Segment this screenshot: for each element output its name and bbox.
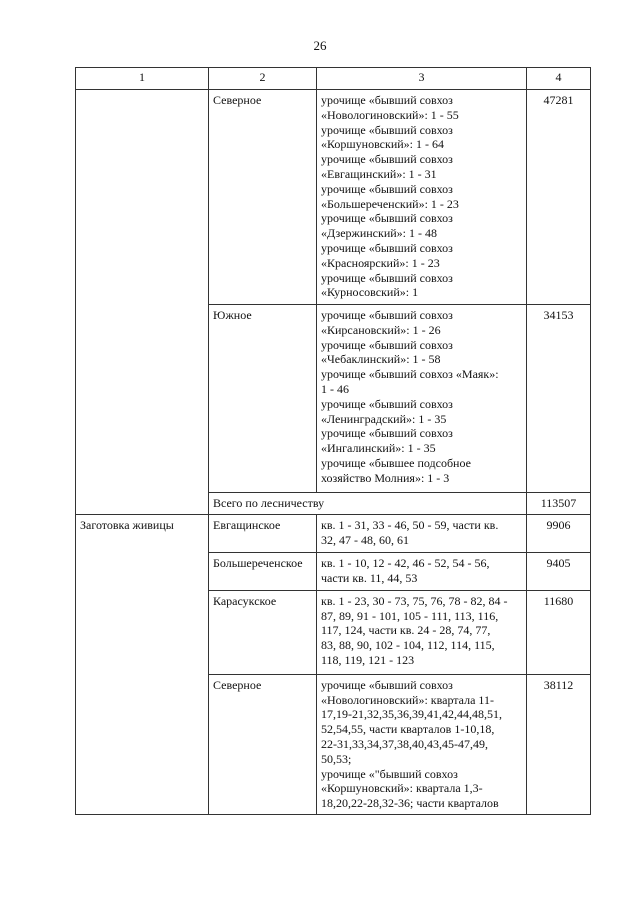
area-cell: 34153 <box>527 305 591 493</box>
total-area-cell: 113507 <box>527 493 591 515</box>
cell-text-line: 87, 89, 91 - 101, 105 - 111, 113, 116, <box>321 608 499 623</box>
quarters-cell <box>317 90 527 305</box>
cell-text-line: «Дзержинский»: 1 - 48 <box>321 226 438 241</box>
table-row <box>76 90 591 305</box>
cell-text-line: 52,54,55, части кварталов 1-10,18, <box>321 722 495 737</box>
purpose-cell-empty <box>76 90 209 515</box>
cell-text-line: урочище «бывший совхоз <box>321 270 453 285</box>
cell-text-line: кв. 1 - 10, 12 - 42, 46 - 52, 54 - 56, <box>321 555 490 570</box>
cell-text-line: кв. 1 - 23, 30 - 73, 75, 76, 78 - 82, 84 - <box>321 593 508 608</box>
total-label-cell: Всего по лесничеству <box>209 493 527 515</box>
cell-text-line: части кв. 11, 44, 53 <box>321 570 418 585</box>
cell-text-line: урочище «бывший совхоз <box>321 240 453 255</box>
cell-text-line: кв. 1 - 31, 33 - 46, 50 - 59, части кв. <box>321 517 499 532</box>
cell-text-line: «Кирсановский»: 1 - 26 <box>321 322 441 337</box>
area-cell: 9906 <box>527 514 591 552</box>
forest-district-cell: Южное <box>209 305 317 493</box>
cell-text-line: урочище «бывший совхоз <box>321 308 453 322</box>
column-header: 4 <box>527 68 591 90</box>
cell-text-line: 17,19-21,32,35,36,39,41,42,44,48,51, <box>321 707 502 722</box>
quarters-cell <box>317 552 527 590</box>
area-cell: 11680 <box>527 590 591 674</box>
cell-text-line: урочище «"бывший совхоз <box>321 766 458 781</box>
cell-text-line: 117, 124, части кв. 24 - 28, 74, 77, <box>321 623 491 638</box>
cell-text-line: «Красноярский»: 1 - 23 <box>321 255 440 270</box>
quarters-cell <box>317 590 527 674</box>
cell-text-line: «Коршуновский»: квартала 1,3- <box>321 781 483 796</box>
cell-text-line: 18,20,22-28,32-36; части кварталов <box>321 796 499 811</box>
cell-text-line: «Ингалинский»: 1 - 35 <box>321 441 436 456</box>
cell-text-line: 1 - 46 <box>321 381 349 396</box>
column-header: 2 <box>209 68 317 90</box>
cell-text-line: «Курносовский»: 1 <box>321 285 419 300</box>
forestry-table <box>75 67 591 815</box>
cell-text-line: 22-31,33,34,37,38,40,43,45-47,49, <box>321 736 488 751</box>
area-cell: 9405 <box>527 552 591 590</box>
cell-text-line: «Новологиновский»: 1 - 55 <box>321 107 459 122</box>
area-cell: 38112 <box>527 674 591 814</box>
cell-text-line: 118, 119, 121 - 123 <box>321 652 415 667</box>
quarters-cell <box>317 674 527 814</box>
forest-district-cell: Большереченское <box>209 552 317 590</box>
cell-text-line: 50,53; <box>321 751 352 766</box>
forest-district-cell: Карасукское <box>209 590 317 674</box>
cell-text-line: «Коршуновский»: 1 - 64 <box>321 137 444 152</box>
cell-text-line: «Евгащинский»: 1 - 31 <box>321 166 437 181</box>
forest-district-cell: Северное <box>209 90 317 305</box>
cell-text-line: урочище «бывший совхоз <box>321 396 453 411</box>
cell-text-line: урочище «бывший совхоз <box>321 152 453 167</box>
page-number: 26 <box>313 38 327 53</box>
table-row <box>76 514 591 552</box>
column-header: 3 <box>317 68 527 90</box>
purpose-cell: Заготовка живицы <box>76 514 209 814</box>
cell-text-line: урочище «бывший совхоз <box>321 677 453 692</box>
cell-text-line: урочище «бывшее подсобное <box>321 455 471 470</box>
cell-text-line: 83, 88, 90, 102 - 104, 112, 114, 115, <box>321 638 495 653</box>
cell-text-line: «Ленинградский»: 1 - 35 <box>321 411 447 426</box>
forest-district-cell: Евгащинское <box>209 514 317 552</box>
cell-text-line: «Чебаклинский»: 1 - 58 <box>321 352 441 367</box>
cell-text-line: урочище «бывший совхоз <box>321 181 453 196</box>
cell-text-line: урочище «бывший совхоз «Маяк»: <box>321 367 499 382</box>
forest-district-cell: Северное <box>209 674 317 814</box>
cell-text-line: урочище «бывший совхоз <box>321 211 453 226</box>
cell-text-line: «Новологиновский»: квартала 11- <box>321 692 494 707</box>
quarters-cell <box>317 514 527 552</box>
cell-text-line: хозяйство Молния»: 1 - 3 <box>321 470 450 485</box>
cell-text-line: урочище «бывший совхоз <box>321 426 453 441</box>
cell-text-line: урочище «бывший совхоз <box>321 93 453 107</box>
cell-text-line: урочище «бывший совхоз <box>321 122 453 137</box>
area-cell: 47281 <box>527 90 591 305</box>
cell-text-line: «Большереченский»: 1 - 23 <box>321 196 459 211</box>
cell-text-line: 32, 47 - 48, 60, 61 <box>321 532 409 547</box>
column-header: 1 <box>76 68 209 90</box>
cell-text-line: урочище «бывший совхоз <box>321 337 453 352</box>
table-header-row <box>76 68 591 90</box>
quarters-cell <box>317 305 527 493</box>
